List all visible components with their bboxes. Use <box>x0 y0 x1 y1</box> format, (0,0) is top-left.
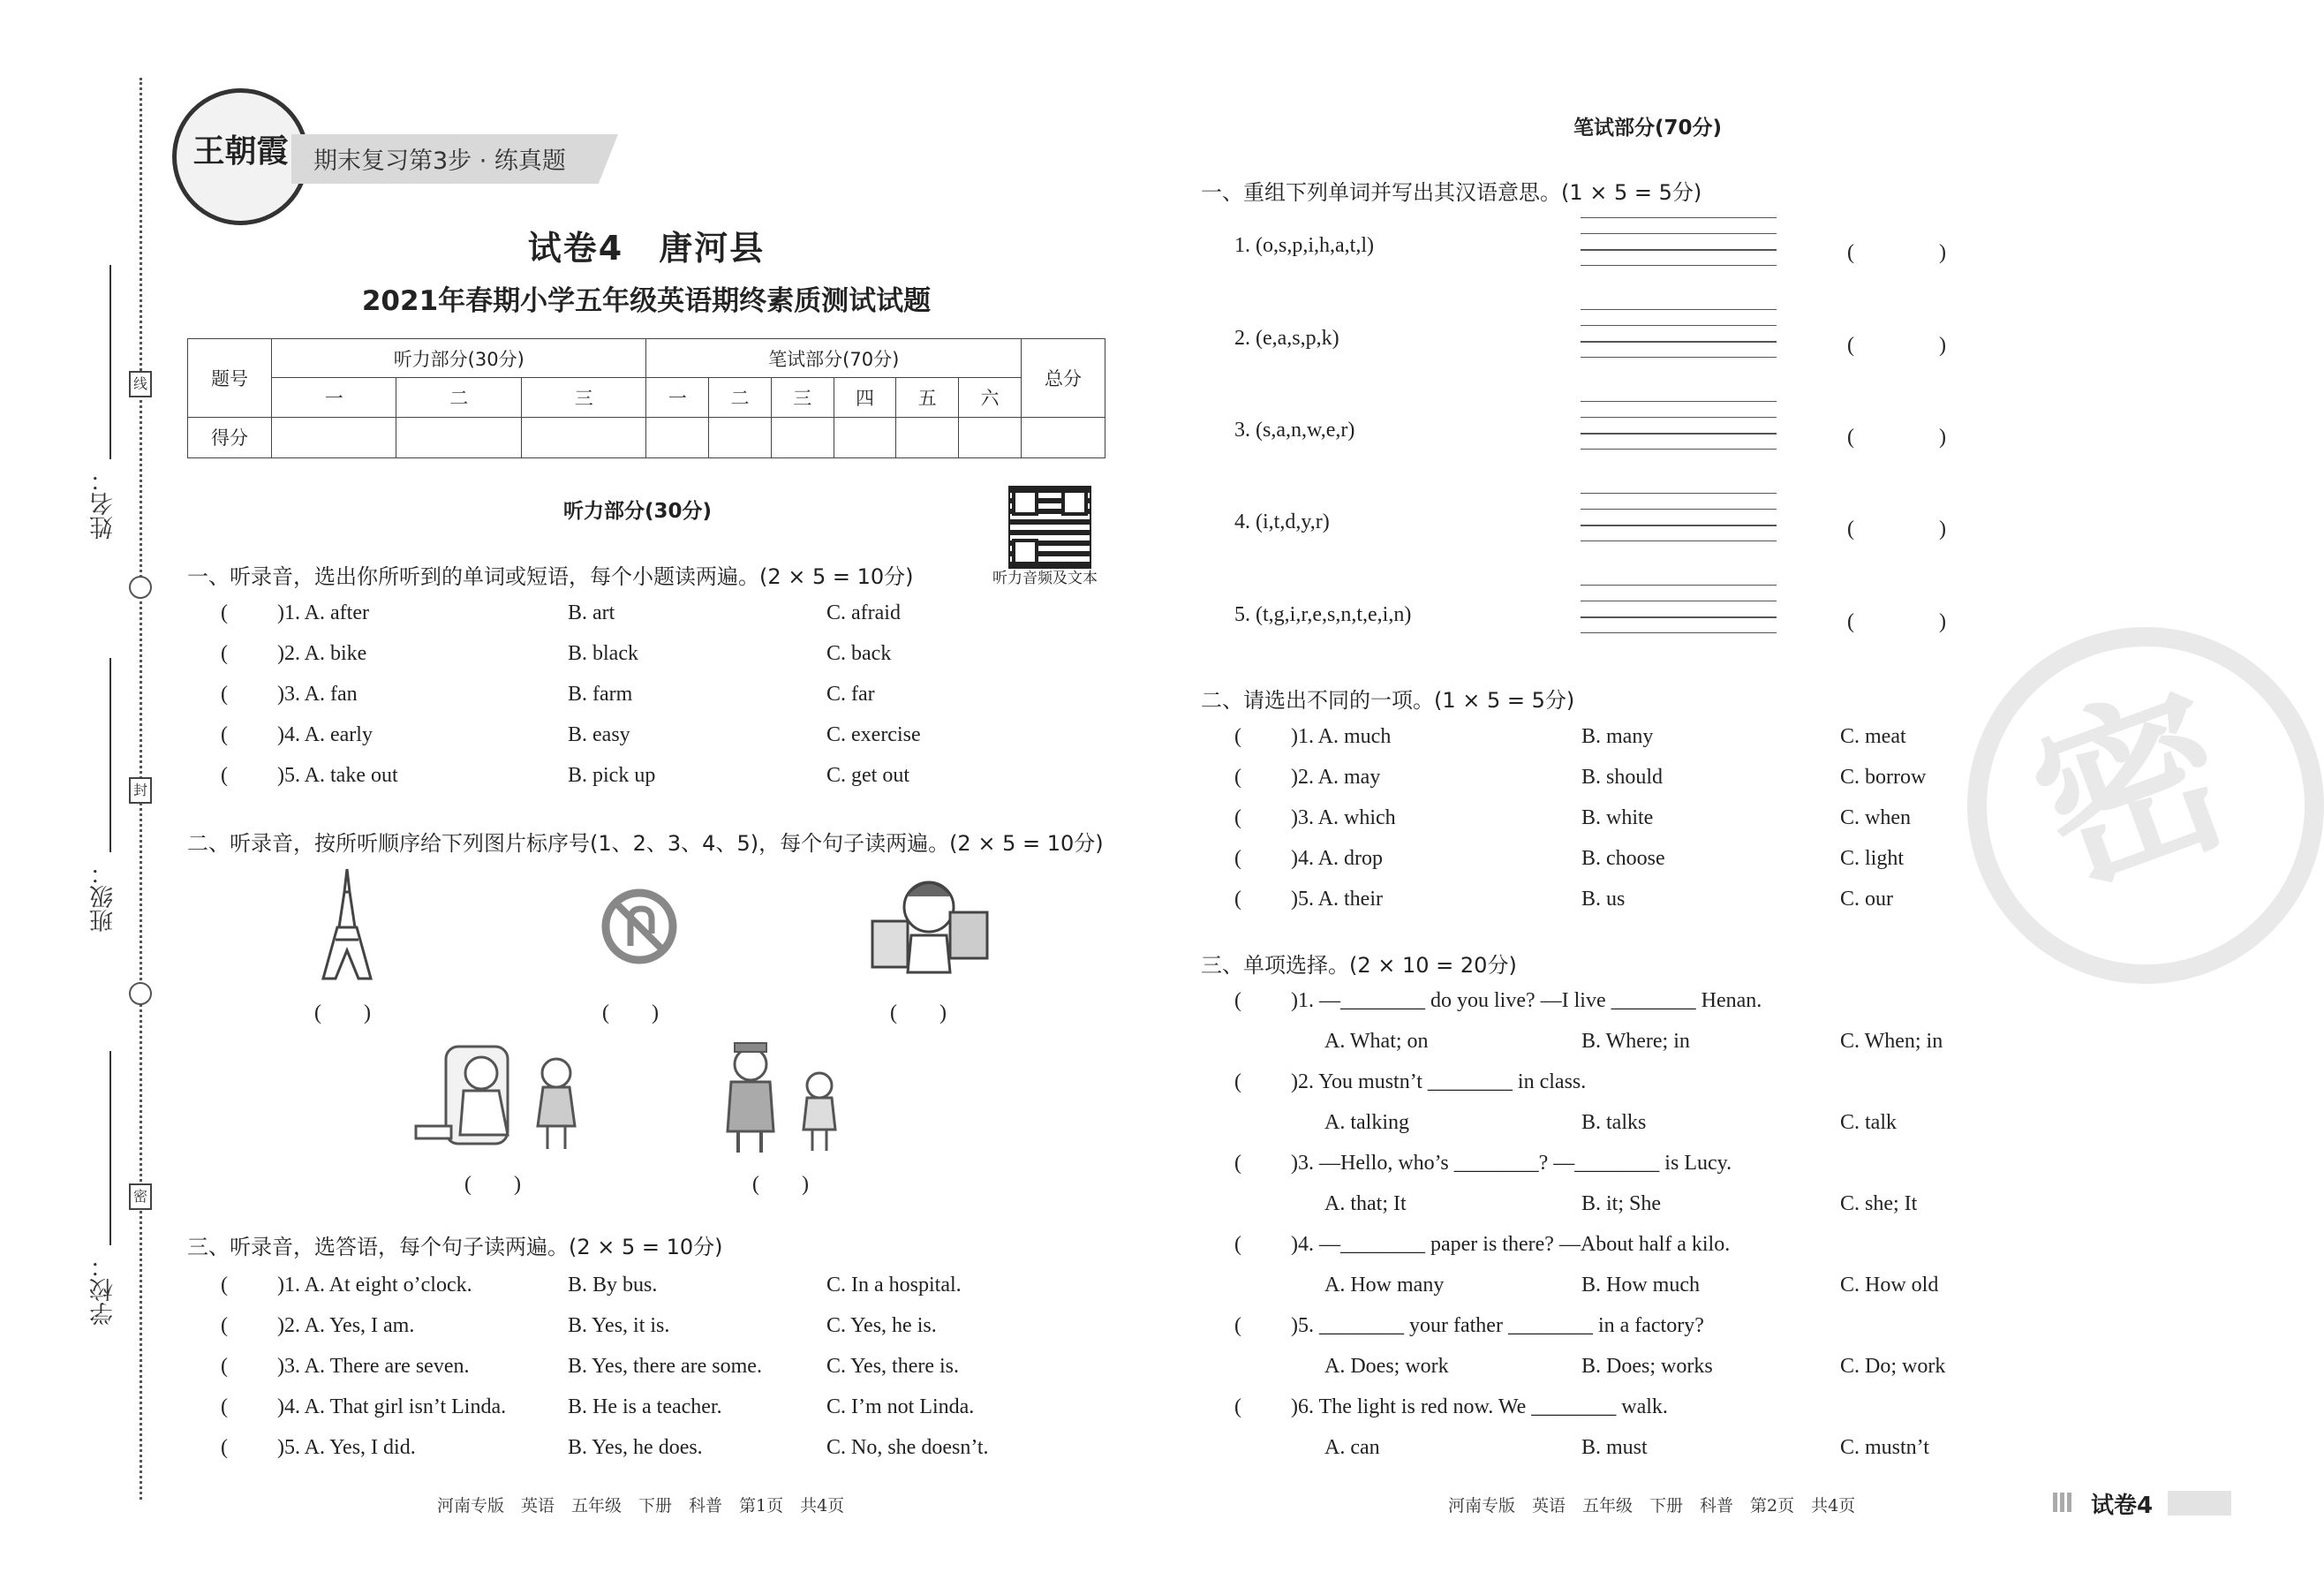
answer-paren[interactable]: ( <box>221 601 228 624</box>
reorder-item: 3. (s,a,n,w,e,r) <box>1234 419 1355 442</box>
answer-paren[interactable]: ( <box>221 1395 228 1418</box>
listening-title: 听力部分(30分) <box>563 500 713 523</box>
option-c: C. she; It <box>1840 1192 1918 1215</box>
option-a: )5. A. Yes, I did. <box>277 1436 416 1459</box>
no-u-turn-sign-icon <box>600 888 678 965</box>
binding-mark-mi: 密 <box>129 1183 152 1210</box>
option-b: B. easy <box>568 723 630 746</box>
option-a: )4. A. That girl isn’t Linda. <box>277 1395 507 1418</box>
score-cell[interactable] <box>834 417 896 457</box>
exam-title: 试卷4 唐河县 <box>527 229 766 268</box>
reorder-item: 1. (o,s,p,i,h,a,t,l) <box>1234 234 1374 257</box>
boy-with-books-icon <box>865 870 993 976</box>
option-c: C. afraid <box>826 601 901 624</box>
answer-paren[interactable]: ( <box>1234 989 1241 1012</box>
policeman-and-girl-icon <box>706 1038 848 1157</box>
reorder-item: 5. (t,g,i,r,e,s,n,t,e,i,n) <box>1234 603 1412 626</box>
answer-paren[interactable]: ( <box>1234 806 1241 829</box>
binding-hole <box>129 576 152 599</box>
option-c: C. light <box>1840 847 1905 870</box>
option-b: B. By bus. <box>568 1274 658 1297</box>
answer-paren[interactable]: ( <box>221 642 228 665</box>
answer-paren[interactable]: ( <box>1234 725 1241 748</box>
score-table-q-label: 题号 <box>188 339 272 418</box>
score-cell[interactable] <box>521 417 646 457</box>
listening-part3-heading: 三、听录音，选答语，每个句子读两遍。(2 × 5 = 10分) <box>187 1235 723 1259</box>
answer-paren[interactable]: ( <box>1234 1314 1241 1337</box>
writing-line <box>1581 585 1777 586</box>
binding-hole <box>129 982 152 1005</box>
option-a: )1. A. At eight o’clock. <box>277 1274 472 1297</box>
option-b: B. black <box>568 642 638 665</box>
reorder-item: 4. (i,t,d,y,r) <box>1234 510 1330 533</box>
answer-paren[interactable]: ( <box>221 1436 228 1459</box>
score-col: 一 <box>272 378 396 417</box>
writing-line <box>1581 217 1777 218</box>
answer-paren[interactable]: ( <box>1234 1233 1241 1256</box>
option-a: A. How many <box>1324 1274 1445 1297</box>
option-a: )4. A. early <box>277 723 373 746</box>
answer-paren[interactable]: ( <box>221 1314 228 1337</box>
writing-line <box>1581 309 1777 310</box>
writing-line <box>1581 265 1777 266</box>
option-a: A. that; It <box>1324 1192 1407 1215</box>
listening-part1-heading: 一、听录音，选出你所听到的单词或短语，每个小题读两遍。(2 × 5 = 10分) <box>187 564 914 589</box>
option-c: C. borrow <box>1840 766 1927 789</box>
school-blank <box>109 1051 111 1245</box>
option-c: C. mustn’t <box>1840 1436 1929 1459</box>
qr-corner <box>1012 489 1038 516</box>
writing-baseline[interactable] <box>1581 433 1777 435</box>
watermark-stamp-glyph: 密 <box>2008 656 2257 924</box>
writing-line <box>1581 401 1777 402</box>
option-a: A. can <box>1324 1436 1380 1459</box>
writing-part1-heading: 一、重组下列单词并写出其汉语意思。(1 × 5 = 5分) <box>1201 180 1702 205</box>
question-stem: )5. ________ your father ________ in a factory? <box>1291 1314 1704 1337</box>
option-b: B. must <box>1581 1436 1648 1459</box>
exam-subtitle: 2021年春期小学五年级英语期终素质测试试题 <box>361 285 932 317</box>
option-b: B. white <box>1581 806 1654 829</box>
picture-answer-paren[interactable]: ( ) <box>464 1173 521 1196</box>
writing-baseline[interactable] <box>1581 249 1777 251</box>
picture-answer-paren[interactable]: ( ) <box>314 1002 371 1024</box>
option-c: C. In a hospital. <box>826 1274 962 1297</box>
option-a: )2. A. Yes, I am. <box>277 1314 415 1337</box>
eiffel-tower-icon <box>309 866 385 982</box>
question-stem: )4. —________ paper is there? —About half a kilo. <box>1291 1233 1731 1256</box>
option-b: B. talks <box>1581 1111 1647 1134</box>
score-table-total: 总分 <box>1022 339 1105 418</box>
class-label: 班级： <box>90 861 117 933</box>
answer-paren[interactable]: ( <box>221 764 228 787</box>
option-b: B. should <box>1581 766 1664 789</box>
option-c: C. I’m not Linda. <box>826 1395 975 1418</box>
option-a: )4. A. drop <box>1291 847 1383 870</box>
answer-paren[interactable]: ( <box>1234 766 1241 789</box>
option-c: C. our <box>1840 888 1893 911</box>
answer-paren[interactable]: ( <box>221 1274 228 1297</box>
question-stem: )1. —________ do you live? —I live ________ Henan. <box>1291 989 1762 1012</box>
option-b: B. He is a teacher. <box>568 1395 722 1418</box>
writing-baseline[interactable] <box>1581 341 1777 343</box>
option-a: )1. A. after <box>277 601 369 624</box>
writing-line <box>1581 632 1777 633</box>
writing-line <box>1581 233 1777 234</box>
option-b: B. Yes, it is. <box>568 1314 670 1337</box>
school-label: 学校： <box>90 1254 117 1326</box>
option-c: C. get out <box>826 764 909 787</box>
score-table <box>187 338 1105 458</box>
answer-paren[interactable]: ( <box>1234 1070 1241 1093</box>
answer-paren[interactable]: ( <box>1234 847 1241 870</box>
option-b: B. art <box>568 601 615 624</box>
option-a: )5. A. their <box>1291 888 1383 911</box>
option-b: B. it; She <box>1581 1192 1662 1215</box>
option-c: C. Do; work <box>1840 1355 1946 1378</box>
score-col: 五 <box>896 378 959 417</box>
page-footer-right: 河南专版 英语 五年级 下册 科普 第2页 共4页 <box>1448 1496 1856 1516</box>
option-b: B. Does; works <box>1581 1355 1713 1378</box>
option-b: B. many <box>1581 725 1654 748</box>
binding-mark-feng: 封 <box>129 777 152 804</box>
option-a: )3. A. which <box>1291 806 1396 829</box>
writing-title: 笔试部分(70分) <box>1573 117 1723 140</box>
writing-line <box>1581 325 1777 326</box>
option-b: B. Yes, there are some. <box>568 1355 762 1378</box>
score-cell[interactable] <box>896 417 959 457</box>
meaning-paren[interactable]: ( ) <box>1847 241 1946 264</box>
picture-answer-paren[interactable]: ( ) <box>602 1002 659 1024</box>
option-c: C. No, she doesn’t. <box>826 1436 989 1459</box>
answer-paren[interactable]: ( <box>221 1355 228 1378</box>
option-c: C. Yes, he is. <box>826 1314 937 1337</box>
score-cell[interactable] <box>771 417 834 457</box>
class-blank <box>109 658 111 852</box>
picture-answer-paren[interactable]: ( ) <box>752 1173 809 1196</box>
meaning-paren[interactable]: ( ) <box>1847 610 1946 633</box>
option-c: C. How old <box>1840 1274 1939 1297</box>
writing-line <box>1581 417 1777 418</box>
option-b: B. How much <box>1581 1274 1700 1297</box>
writing-baseline[interactable] <box>1581 616 1777 618</box>
name-label: 姓名： <box>90 468 117 540</box>
option-b: B. pick up <box>568 764 656 787</box>
writing-line <box>1581 493 1777 494</box>
score-col: 三 <box>771 378 834 417</box>
question-stem: )3. —Hello, who’s ________? —________ is Lucy. <box>1291 1152 1732 1175</box>
answer-paren[interactable]: ( <box>221 723 228 746</box>
score-col: 二 <box>709 378 772 417</box>
writing-line <box>1581 357 1777 358</box>
option-c: C. when <box>1840 806 1911 829</box>
banner-text: 期末复习第3步 · 练真题 <box>313 147 566 175</box>
option-c: C. back <box>826 642 892 665</box>
answer-paren[interactable]: ( <box>1234 1152 1241 1175</box>
tag-pattern <box>2053 1493 2072 1512</box>
writing-part2-heading: 二、请选出不同的一项。(1 × 5 = 5分) <box>1201 688 1575 713</box>
qr-caption: 听力音频及文本 <box>992 570 1098 587</box>
meaning-paren[interactable]: ( ) <box>1847 334 1946 357</box>
option-c: C. talk <box>1840 1111 1897 1134</box>
score-col: 三 <box>521 378 646 417</box>
option-c: C. When; in <box>1840 1030 1943 1053</box>
score-col: 二 <box>396 378 521 417</box>
option-a: )1. A. much <box>1291 725 1392 748</box>
question-stem: )6. The light is red now. We ________ walk. <box>1291 1395 1668 1418</box>
brand-logo-text: 王朝霞 <box>192 132 289 170</box>
meaning-paren[interactable]: ( ) <box>1847 518 1946 541</box>
option-a: A. Does; work <box>1324 1355 1449 1378</box>
option-a: )3. A. There are seven. <box>277 1355 470 1378</box>
writing-line <box>1581 509 1777 510</box>
option-b: B. farm <box>568 683 633 706</box>
writing-line <box>1581 449 1777 450</box>
option-c: C. meat <box>1840 725 1906 748</box>
score-col: 六 <box>959 378 1022 417</box>
name-blank <box>109 265 111 459</box>
page-footer-left: 河南专版 英语 五年级 下册 科普 第1页 共4页 <box>437 1496 845 1516</box>
paper-tag: 试卷4 <box>2091 1493 2154 1519</box>
option-b: B. us <box>1581 888 1626 911</box>
tag-bar <box>2168 1491 2231 1516</box>
option-a: )3. A. fan <box>277 683 358 706</box>
score-cell[interactable] <box>1022 417 1105 457</box>
option-c: C. exercise <box>826 723 921 746</box>
score-col: 四 <box>834 378 896 417</box>
answer-paren[interactable]: ( <box>1234 888 1241 911</box>
reorder-item: 2. (e,a,s,p,k) <box>1234 327 1339 350</box>
option-a: A. talking <box>1324 1111 1409 1134</box>
score-cell[interactable] <box>709 417 772 457</box>
score-table-writing: 笔试部分(70分) <box>646 339 1022 378</box>
score-cell[interactable] <box>959 417 1022 457</box>
option-a: )5. A. take out <box>277 764 398 787</box>
qr-code[interactable] <box>1008 486 1091 569</box>
score-cell[interactable] <box>272 417 396 457</box>
score-col: 一 <box>646 378 709 417</box>
qr-corner <box>1061 489 1088 516</box>
answer-paren[interactable]: ( <box>1234 1395 1241 1418</box>
writing-part3-heading: 三、单项选择。(2 × 10 = 20分) <box>1201 953 1517 978</box>
option-a: )2. A. bike <box>277 642 367 665</box>
option-c: C. Yes, there is. <box>826 1355 960 1378</box>
option-b: B. Where; in <box>1581 1030 1690 1053</box>
qr-corner <box>1012 539 1038 565</box>
option-b: B. choose <box>1581 847 1665 870</box>
option-a: )2. A. may <box>1291 766 1381 789</box>
score-cell[interactable] <box>646 417 709 457</box>
score-cell[interactable] <box>396 417 521 457</box>
brand-logo <box>172 88 309 225</box>
meaning-paren[interactable]: ( ) <box>1847 426 1946 449</box>
option-a: A. What; on <box>1324 1030 1429 1053</box>
score-table-score-label: 得分 <box>188 417 272 457</box>
listening-part2-heading: 二、听录音，按所听顺序给下列图片标序号(1、2、3、4、5)，每个句子读两遍。(2 × 5 = 10分) <box>187 831 1104 856</box>
picture-answer-paren[interactable]: ( ) <box>890 1002 947 1024</box>
option-b: B. Yes, he does. <box>568 1436 703 1459</box>
question-stem: )2. You mustn’t ________ in class. <box>1291 1070 1587 1093</box>
answer-paren[interactable]: ( <box>221 683 228 706</box>
binding-mark-xian: 线 <box>129 371 152 397</box>
option-c: C. far <box>826 683 875 706</box>
writing-baseline[interactable] <box>1581 525 1777 526</box>
grandma-and-girl-icon <box>411 1038 596 1157</box>
score-table-listening: 听力部分(30分) <box>272 339 646 378</box>
